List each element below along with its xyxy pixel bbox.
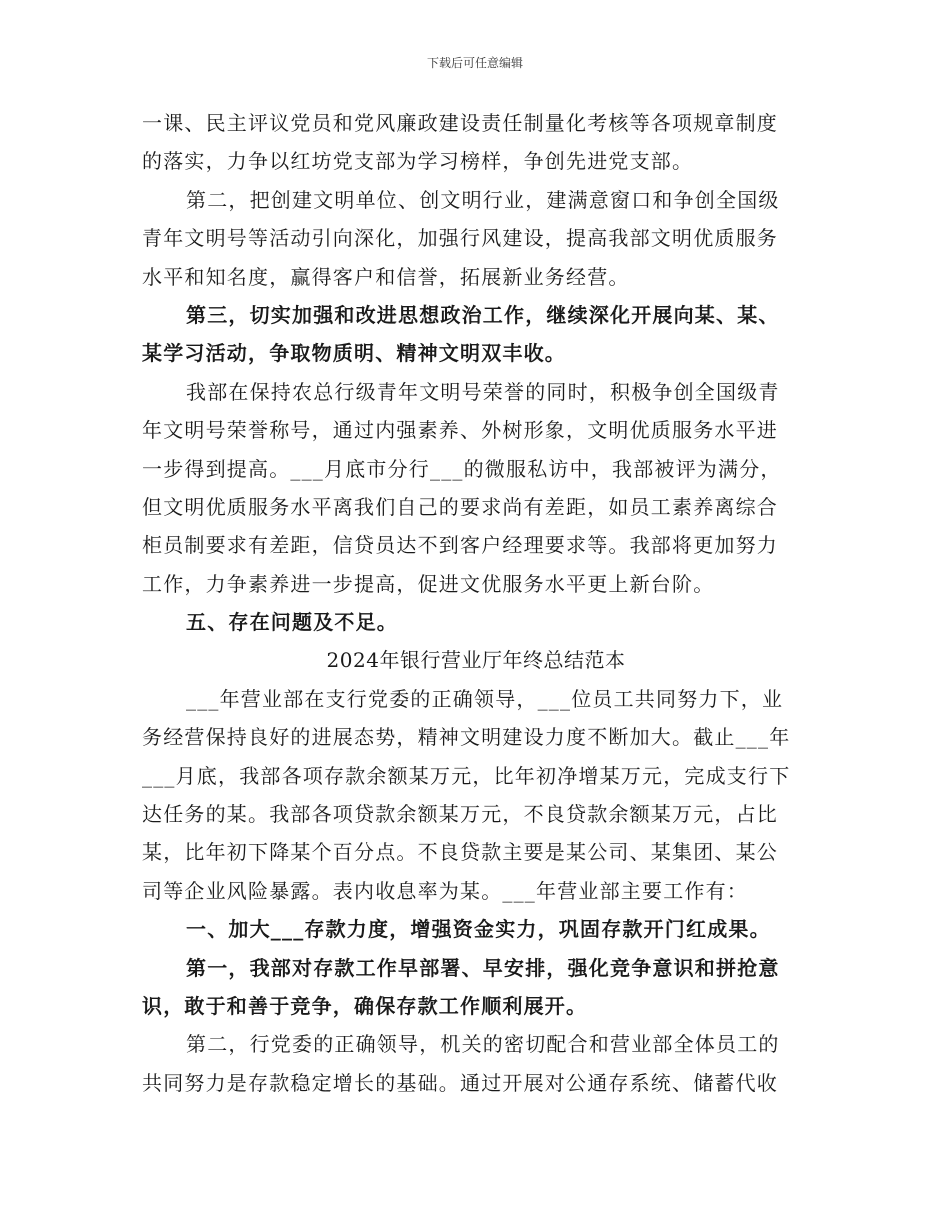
bold-heading: 第三，切实加强和改进思想政治工作，继续深化开展向某、某、 bbox=[186, 302, 780, 327]
bold-heading-cont: 某学习活动，争取物质明、精神文明双丰收。 bbox=[142, 341, 566, 366]
paragraph-start: 第二，把创建文明单位、创文明行业，建满意窗口和争创全国级 bbox=[186, 187, 780, 212]
body-line: 水平和知名度，赢得客户和信誉，拓展新业务经营。 bbox=[142, 264, 630, 289]
body-line: 某，比年初下降某个百分点。不良贷款主要是某公司、某集团、某公 bbox=[142, 840, 778, 865]
document-title: 2024年银行营业厅年终总结范本 bbox=[326, 648, 626, 673]
page-header: 下载后可任意编辑 bbox=[426, 56, 523, 70]
bold-heading-cont: 识，敢于和善于竞争，确保存款工作顺利展开。 bbox=[142, 993, 588, 1018]
body-line: 柜员制要求有差距，信贷员达不到客户经理要求等。我部将更加努力 bbox=[142, 533, 778, 558]
paragraph-start: 第二，行党委的正确领导，机关的密切配合和营业部全体员工的 bbox=[186, 1032, 780, 1057]
body-line: 年文明号荣誉称号，通过内强素养、外树形象，文明优质服务水平进 bbox=[142, 418, 778, 443]
section-heading: 五、存在问题及不足。 bbox=[186, 610, 398, 635]
body-line: 但文明优质服务水平离我们自己的要求尚有差距，如员工素养离综合 bbox=[142, 494, 778, 519]
paragraph-start: 我部在保持农总行级青年文明号荣誉的同时，积极争创全国级青 bbox=[186, 379, 780, 404]
body-line: 务经营保持良好的进展态势，精神文明建设力度不断加大。截止___年 bbox=[142, 725, 791, 750]
paragraph-start: ___年营业部在支行党委的正确领导，___位员工共同努力下，业 bbox=[186, 686, 784, 711]
body-line: ___月底，我部各项存款余额某万元，比年初净增某万元，完成支行下 bbox=[142, 763, 791, 788]
body-line: 一步得到提高。___月底市分行___的微服私访中，我部被评为满分， bbox=[142, 456, 782, 481]
bold-heading: 第一，我部对存款工作早部署、早安排，强化竞争意识和拼抢意 bbox=[186, 955, 780, 980]
body-line: 工作，力争素养进一步提高，促进文优服务水平更上新台阶。 bbox=[142, 571, 715, 596]
body-line: 司等企业风险暴露。表内收息率为某。___年营业部主要工作有： bbox=[142, 878, 748, 903]
body-line: 共同努力是存款稳定增长的基础。通过开展对公通存系统、储蓄代收 bbox=[142, 1070, 778, 1095]
body-line: 青年文明号等活动引向深化，加强行风建设，提高我部文明优质服务 bbox=[142, 226, 778, 251]
body-line: 达任务的某。我部各项贷款余额某万元，不良贷款余额某万元，占比 bbox=[142, 802, 778, 827]
body-line: 一课、民主评议党员和党风廉政建设责任制量化考核等各项规章制度 bbox=[142, 111, 778, 135]
section-heading: 一、加大___存款力度，增强资金实力，巩固存款开门红成果。 bbox=[186, 917, 771, 942]
body-line: 的落实，力争以红坊党支部为学习榜样，争创先进党支部。 bbox=[142, 149, 694, 174]
document-body bbox=[142, 104, 810, 1102]
